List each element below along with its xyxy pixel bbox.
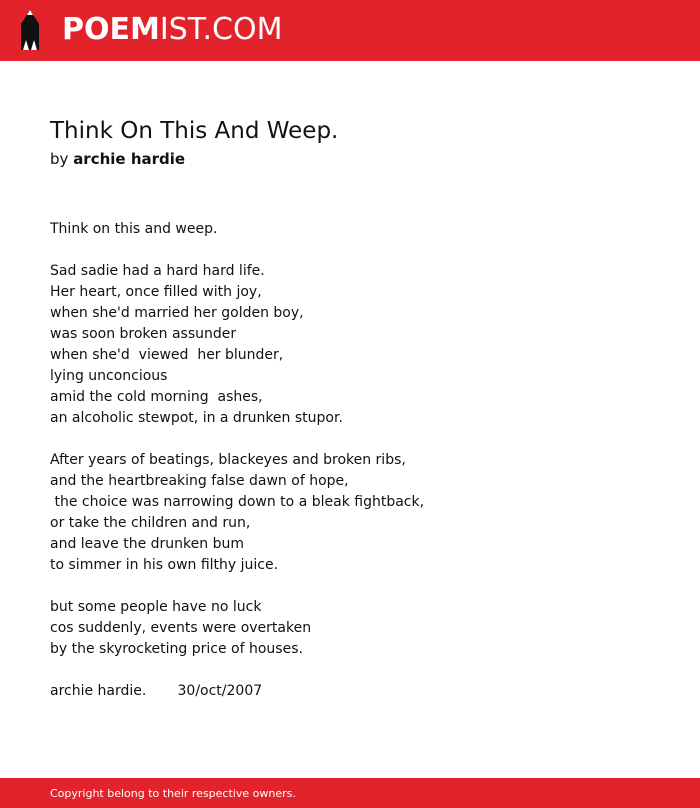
poem-line: when she'd viewed her blunder, [50, 347, 284, 363]
logo-text-light: IST.COM [159, 12, 283, 47]
site-logo[interactable] [62, 12, 282, 48]
copyright-text: Copyright belong to their respective owners. [50, 787, 296, 800]
poem-line: Her heart, once filled with joy, [50, 284, 262, 300]
poem-line [50, 240, 670, 261]
poem-line: cos suddenly, events were overtaken [50, 620, 312, 636]
poem-line: Sad sadie had a hard hard life. [50, 263, 265, 279]
poem-title: Think On This And Weep. [50, 118, 339, 144]
poem-line: to simmer in his own filthy juice. [50, 557, 279, 573]
poem-author: archie hardie [73, 150, 186, 168]
poem-body [50, 219, 670, 702]
poem-line: by the skyrocketing price of houses. [50, 641, 303, 657]
poem-line: was soon broken assunder [50, 326, 237, 342]
poem-line: After years of beatings, blackeyes and broken ribs, [50, 452, 406, 468]
poem-line: and the heartbreaking false dawn of hope, [50, 473, 349, 489]
poem-line [50, 576, 670, 597]
poem-line: and leave the drunken bum [50, 536, 244, 552]
poem-line [50, 660, 670, 681]
poem-line: but some people have no luck [50, 599, 262, 615]
site-header [0, 0, 700, 61]
poem-line: when she'd married her golden boy, [50, 305, 304, 321]
poem-line: amid the cold morning ashes, [50, 389, 263, 405]
poem-signature: archie hardie. 30/oct/2007 [50, 683, 263, 699]
poem-line: the choice was narrowing down to a bleak fightback, [50, 494, 425, 510]
poem-line [50, 429, 670, 450]
logo-text-bold: POEM [62, 12, 160, 47]
poem-line: Think on this and weep. [50, 221, 218, 237]
poem-line: lying unconcious [50, 368, 168, 384]
by-label: by [50, 150, 69, 168]
poem-line: or take the children and run, [50, 515, 251, 531]
pencil-icon[interactable] [18, 10, 42, 50]
poem-line: an alcoholic stewpot, in a drunken stupor. [50, 410, 343, 426]
site-footer [0, 778, 700, 808]
poem-byline [50, 149, 185, 169]
